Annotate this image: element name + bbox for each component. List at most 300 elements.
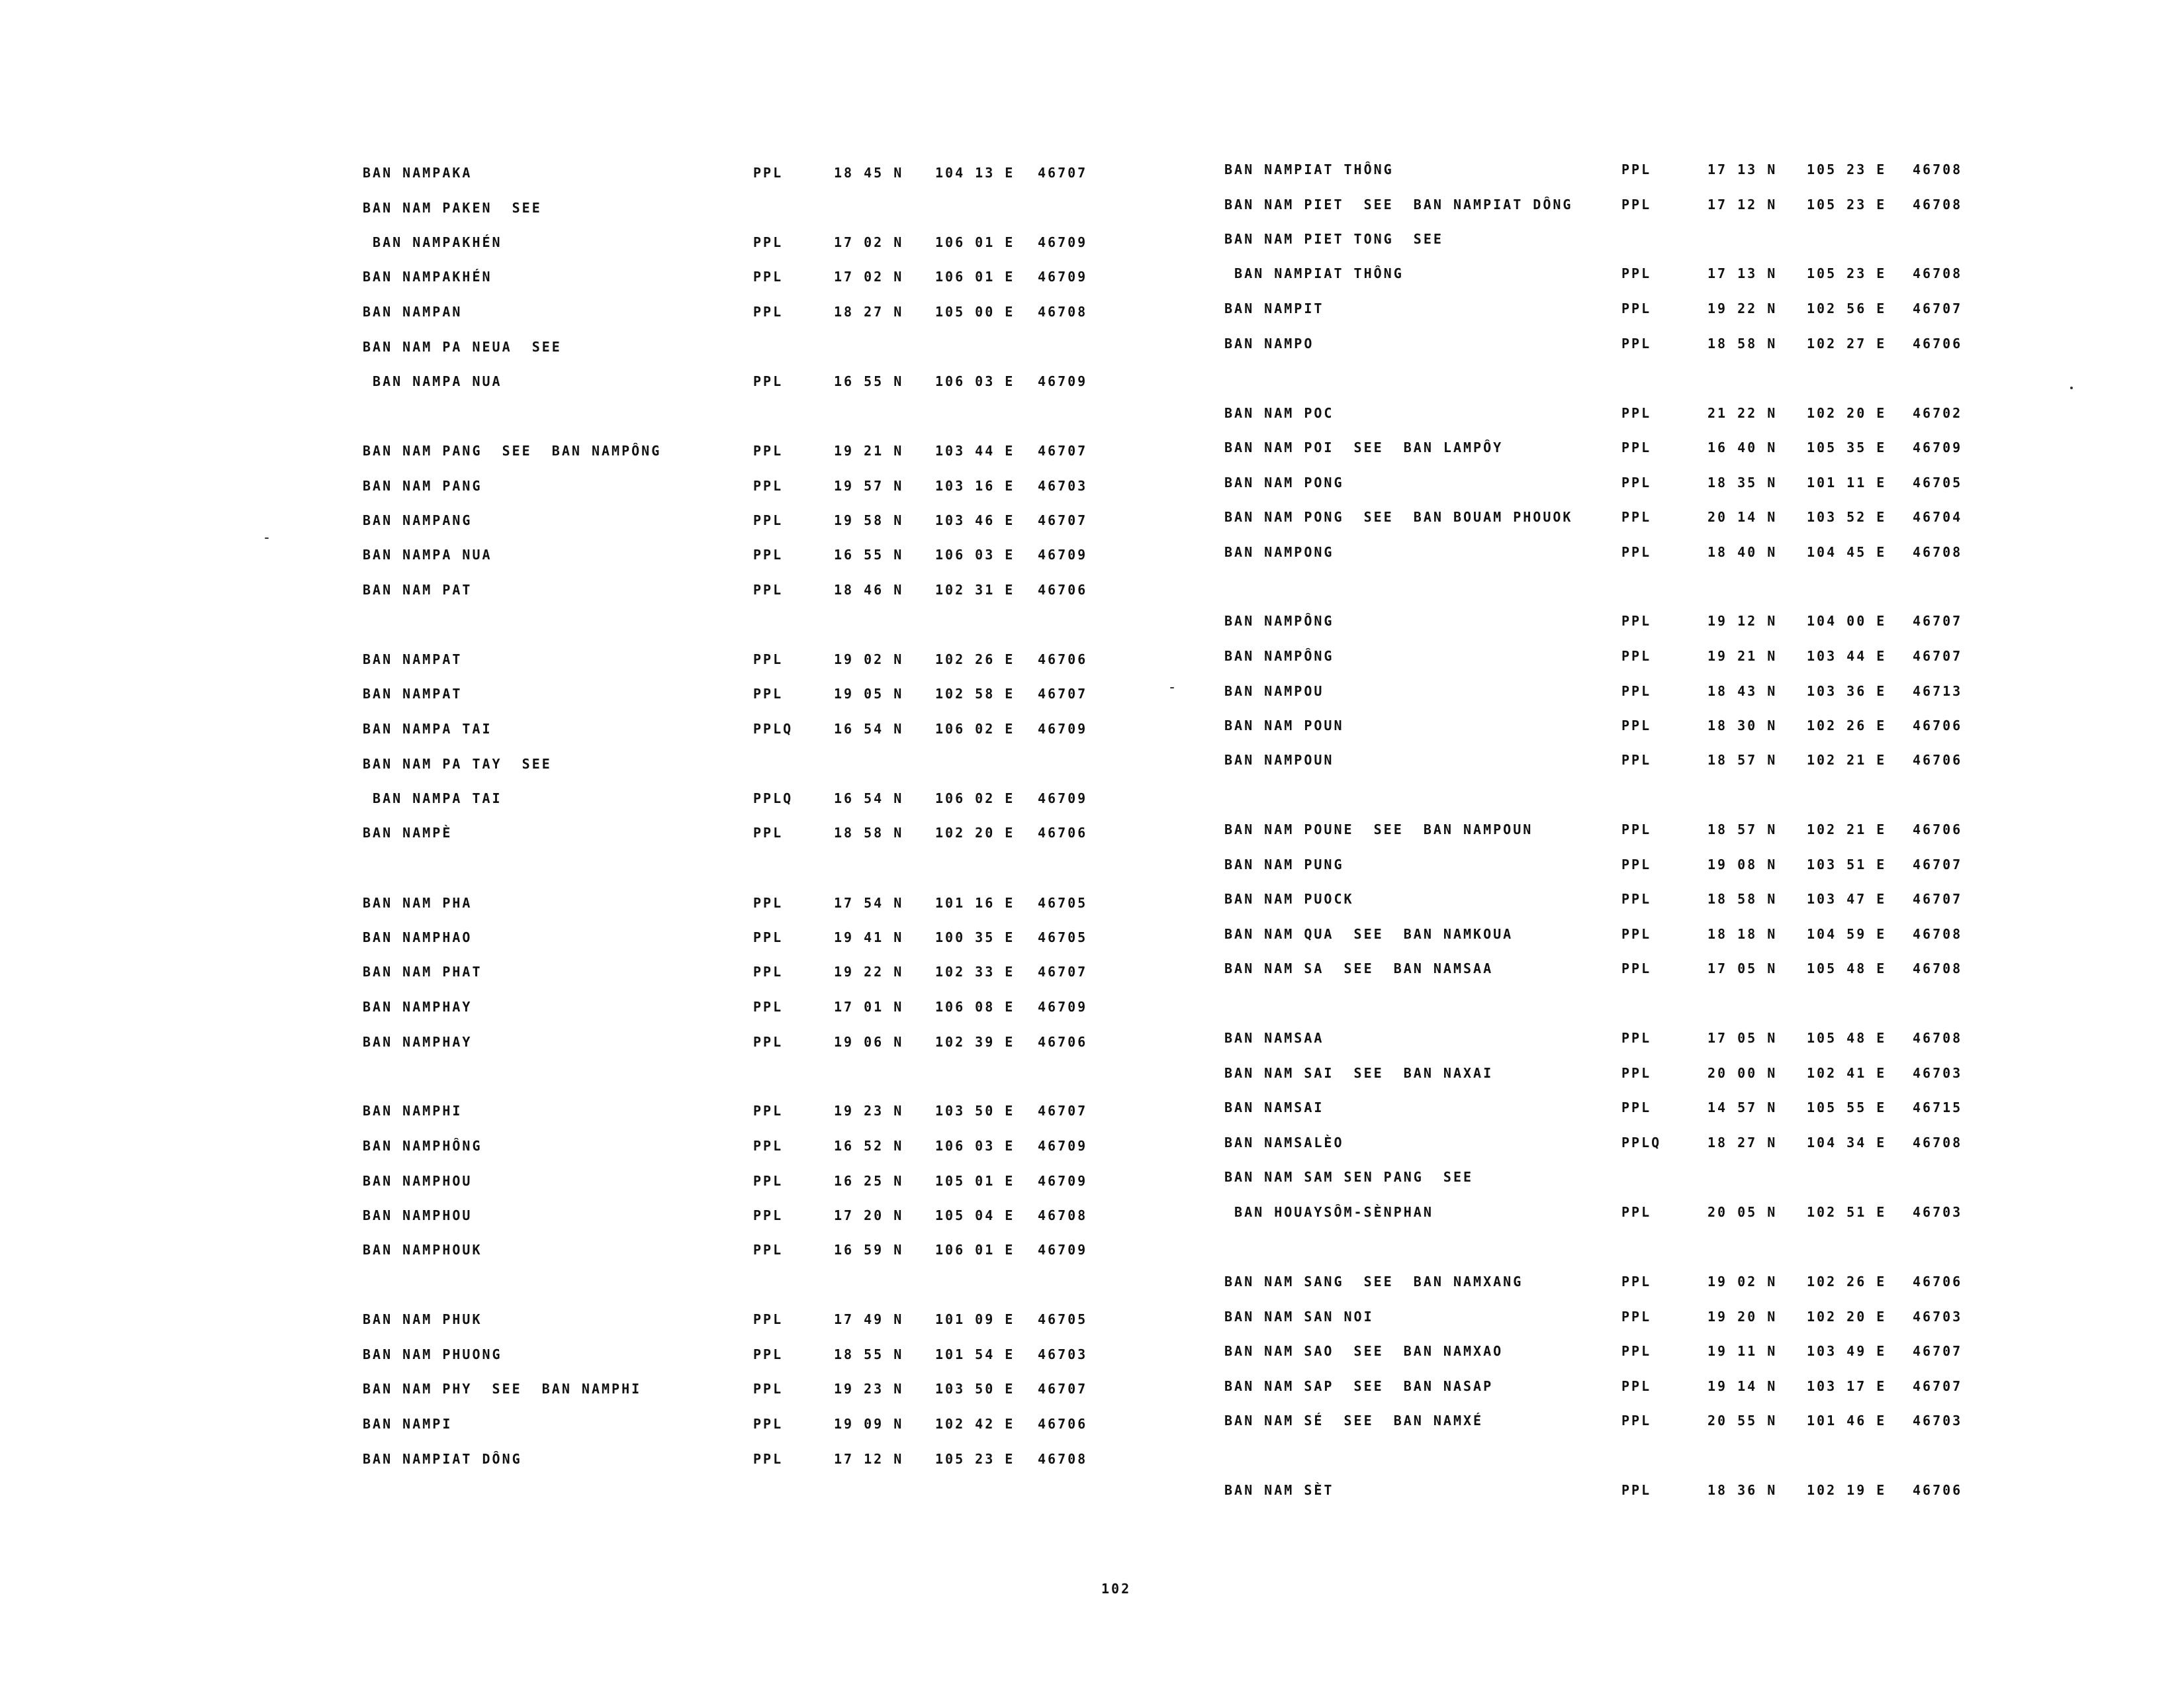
entry-name: BAN NAMPA TAI	[363, 721, 492, 737]
entry-name: BAN NAM PIET TONG SEE	[1224, 231, 1443, 247]
entry-lon: 102 26 E	[935, 651, 1015, 667]
entry-lon: 103 47 E	[1807, 891, 1887, 907]
gazetteer-entry	[363, 440, 1289, 461]
page-number: 102	[1101, 1581, 1132, 1597]
entry-lon: 102 33 E	[935, 964, 1015, 980]
entry-id: 46703	[1038, 1346, 1088, 1362]
entry-lon: 103 50 E	[935, 1381, 1015, 1397]
entry-code: PPL	[1621, 509, 1652, 525]
entry-id: 46709	[1038, 721, 1088, 737]
entry-code: PPL	[753, 1346, 784, 1362]
entry-name: BAN NAM PHY SEE BAN NAMPHI	[363, 1381, 642, 1397]
gazetteer-entry	[1224, 610, 2151, 632]
entry-name: BAN NAMPAKHÉN	[363, 234, 502, 250]
entry-lon: 102 21 E	[1807, 821, 1887, 837]
entry-lat: 20 55 N	[1707, 1413, 1778, 1429]
entry-name: BAN NAM PHA	[363, 895, 473, 911]
entry-lon: 103 49 E	[1807, 1343, 1887, 1359]
entry-name: BAN NAMPHAY	[363, 999, 473, 1015]
entry-code: PPL	[1621, 648, 1652, 664]
scan-speck	[2070, 387, 2073, 389]
left-column	[363, 0, 1289, 1589]
entry-lat: 18 30 N	[1707, 718, 1778, 733]
entry-lon: 103 52 E	[1807, 509, 1887, 525]
gazetteer-entry	[1224, 1306, 2151, 1327]
entry-lat: 19 05 N	[834, 686, 904, 702]
gazetteer-entry	[1224, 1479, 2151, 1501]
entry-code: PPL	[753, 269, 784, 285]
entry-name: BAN NAM PHAT	[363, 964, 482, 980]
entry-name: BAN NAMPAN	[363, 304, 463, 320]
entry-lat: 19 20 N	[1707, 1309, 1778, 1325]
entry-lon: 102 42 E	[935, 1416, 1015, 1432]
entry-lon: 106 01 E	[935, 234, 1015, 250]
entry-id: 46708	[1913, 1135, 1963, 1150]
gazetteer-entry	[1224, 645, 2151, 667]
entry-lat: 18 57 N	[1707, 752, 1778, 768]
entry-name: BAN NAM PA TAY SEE	[363, 756, 552, 772]
entry-lon: 104 13 E	[935, 165, 1015, 181]
entry-name: BAN NAM SAM SEN PANG SEE	[1224, 1169, 1474, 1185]
gazetteer-entry	[1224, 1376, 2151, 1397]
entry-id: 46707	[1913, 1343, 1963, 1359]
entry-lat: 17 12 N	[834, 1451, 904, 1467]
entry-code: PPL	[753, 547, 784, 563]
entry-lat: 19 08 N	[1707, 857, 1778, 872]
entry-lon: 105 55 E	[1807, 1100, 1887, 1115]
entry-id: 46709	[1038, 790, 1088, 806]
entry-code: PPL	[1621, 475, 1652, 491]
entry-code: PPL	[1621, 1343, 1652, 1359]
entry-lat: 16 54 N	[834, 790, 904, 806]
gazetteer-entry	[363, 961, 1289, 982]
entry-lat: 18 43 N	[1707, 683, 1778, 699]
gazetteer-entry	[1224, 333, 2151, 354]
entry-name: BAN NAM SANG SEE BAN NAMXANG	[1224, 1274, 1524, 1289]
scan-speck	[1170, 687, 1174, 688]
entry-code: PPL	[753, 895, 784, 911]
entry-name: BAN NAM PHUONG	[363, 1346, 502, 1362]
gazetteer-entry	[1224, 541, 2151, 563]
gazetteer-entry	[1224, 228, 2151, 250]
entry-id: 46707	[1038, 1103, 1088, 1119]
gazetteer-entry	[1224, 854, 2151, 875]
entry-name: BAN NAMSAA	[1224, 1030, 1324, 1046]
entry-id: 46708	[1913, 544, 1963, 560]
entry-lat: 14 57 N	[1707, 1100, 1778, 1115]
entry-code: PPL	[1621, 440, 1652, 455]
entry-name: BAN NAM SÉ SEE BAN NAMXÉ	[1224, 1413, 1484, 1429]
entry-id: 46707	[1038, 1381, 1088, 1397]
entry-lon: 102 56 E	[1807, 301, 1887, 316]
entry-id: 46705	[1038, 895, 1088, 911]
entry-code: PPL	[753, 478, 784, 494]
entry-code: PPL	[753, 825, 784, 841]
entry-lon: 102 58 E	[935, 686, 1015, 702]
gazetteer-entry	[1224, 749, 2151, 771]
entry-name: BAN NAMSAI	[1224, 1100, 1324, 1115]
entry-lon: 101 54 E	[935, 1346, 1015, 1362]
gazetteer-entry	[363, 510, 1289, 531]
gazetteer-entry	[363, 822, 1289, 843]
entry-id: 46707	[1038, 686, 1088, 702]
entry-code: PPL	[753, 1242, 784, 1258]
scan-speck	[265, 538, 269, 539]
entry-name: BAN NAMPO	[1224, 336, 1314, 352]
entry-code: PPL	[1621, 197, 1652, 212]
entry-lon: 106 01 E	[935, 1242, 1015, 1258]
entry-name: BAN NAM SAO SEE BAN NAMXAO	[1224, 1343, 1504, 1359]
gazetteer-entry	[1224, 1410, 2151, 1431]
entry-name: BAN NAMPOUN	[1224, 752, 1334, 768]
gazetteer-entry	[1224, 1271, 2151, 1292]
entry-lon: 102 31 E	[935, 582, 1015, 598]
entry-lat: 19 11 N	[1707, 1343, 1778, 1359]
gazetteer-entry	[1224, 923, 2151, 945]
gazetteer-entry	[1224, 680, 2151, 702]
entry-lat: 17 13 N	[1707, 162, 1778, 177]
entry-lat: 19 09 N	[834, 1416, 904, 1432]
entry-lon: 105 35 E	[1807, 440, 1887, 455]
entry-code: PPL	[1621, 1100, 1652, 1115]
entry-id: 46707	[1038, 964, 1088, 980]
entry-id: 46708	[1913, 162, 1963, 177]
entry-lon: 102 20 E	[935, 825, 1015, 841]
entry-lat: 20 05 N	[1707, 1204, 1778, 1220]
entry-lat: 17 54 N	[834, 895, 904, 911]
entry-id: 46706	[1913, 1482, 1963, 1498]
entry-code: PPL	[753, 1173, 784, 1189]
entry-lon: 103 44 E	[935, 443, 1015, 459]
entry-lon: 102 51 E	[1807, 1204, 1887, 1220]
entry-name: BAN NAMPANG	[363, 512, 473, 528]
gazetteer-entry	[1224, 437, 2151, 458]
entry-id: 46709	[1038, 373, 1088, 389]
entry-code: PPL	[1621, 1204, 1652, 1220]
gazetteer-entry	[363, 788, 1289, 809]
entry-name: BAN NAM PHUK	[363, 1311, 482, 1327]
entry-lat: 19 21 N	[1707, 648, 1778, 664]
gazetteer-entry	[363, 544, 1289, 565]
entry-name: BAN NAMPHAO	[363, 929, 473, 945]
gazetteer-entry	[363, 753, 1289, 774]
entry-id: 46707	[1913, 613, 1963, 629]
entry-lon: 103 36 E	[1807, 683, 1887, 699]
entry-id: 46706	[1038, 825, 1088, 841]
entry-id: 46703	[1913, 1204, 1963, 1220]
entry-name: BAN NAM PONG SEE BAN BOUAM PHOUOK	[1224, 509, 1573, 525]
entry-lat: 19 02 N	[834, 651, 904, 667]
entry-lon: 105 23 E	[1807, 162, 1887, 177]
entry-lon: 102 41 E	[1807, 1065, 1887, 1081]
gazetteer-entry	[363, 1239, 1289, 1260]
entry-name: BAN NAMPIAT DÔNG	[363, 1451, 522, 1467]
entry-code: PPL	[1621, 1274, 1652, 1289]
entry-name: BAN NAMPHÔNG	[363, 1138, 482, 1154]
entry-name: BAN NAM SÈT	[1224, 1482, 1334, 1498]
entry-lat: 17 05 N	[1707, 1030, 1778, 1046]
entry-lat: 18 58 N	[1707, 891, 1778, 907]
entry-id: 46705	[1038, 929, 1088, 945]
entry-lat: 20 00 N	[1707, 1065, 1778, 1081]
entry-id: 46706	[1038, 1416, 1088, 1432]
gazetteer-entry	[363, 301, 1289, 322]
entry-lat: 19 14 N	[1707, 1378, 1778, 1394]
gazetteer-entry	[363, 266, 1289, 287]
entry-name: BAN NAM SAI SEE BAN NAXAI	[1224, 1065, 1494, 1081]
gazetteer-entry	[363, 197, 1289, 218]
entry-code: PPL	[753, 686, 784, 702]
gazetteer-entry	[1224, 402, 2151, 424]
entry-lat: 19 22 N	[834, 964, 904, 980]
entry-lat: 19 23 N	[834, 1381, 904, 1397]
entry-id: 46707	[1913, 648, 1963, 664]
entry-code: PPL	[1621, 265, 1652, 281]
entry-name: BAN NAMPÔNG	[1224, 648, 1334, 664]
entry-code: PPL	[1621, 1378, 1652, 1394]
entry-lat: 19 23 N	[834, 1103, 904, 1119]
entry-name: BAN NAMPONG	[1224, 544, 1334, 560]
entry-lon: 102 20 E	[1807, 405, 1887, 421]
entry-id: 46703	[1913, 1065, 1963, 1081]
entry-code: PPL	[753, 1034, 784, 1050]
entry-lon: 106 01 E	[935, 269, 1015, 285]
entry-lat: 18 55 N	[834, 1346, 904, 1362]
entry-lat: 18 35 N	[1707, 475, 1778, 491]
entry-id: 46706	[1038, 1034, 1088, 1050]
entry-id: 46705	[1038, 1311, 1088, 1327]
entry-code: PPL	[1621, 1065, 1652, 1081]
entry-lat: 17 02 N	[834, 269, 904, 285]
gazetteer-entry	[363, 718, 1289, 739]
gazetteer-entry	[1224, 1340, 2151, 1362]
entry-lon: 106 03 E	[935, 373, 1015, 389]
entry-id: 46708	[1913, 265, 1963, 281]
entry-lat: 18 46 N	[834, 582, 904, 598]
entry-lon: 102 21 E	[1807, 752, 1887, 768]
gazetteer-entry	[1224, 958, 2151, 979]
entry-lon: 105 01 E	[935, 1173, 1015, 1189]
entry-lon: 100 35 E	[935, 929, 1015, 945]
entry-id: 46707	[1913, 1378, 1963, 1394]
entry-id: 46707	[1913, 891, 1963, 907]
entry-lat: 20 14 N	[1707, 509, 1778, 525]
gazetteer-entry	[363, 579, 1289, 600]
gazetteer-entry	[363, 996, 1289, 1017]
entry-name: BAN NAM SAP SEE BAN NASAP	[1224, 1378, 1494, 1394]
gazetteer-entry	[363, 683, 1289, 704]
entry-lat: 18 57 N	[1707, 821, 1778, 837]
entry-lat: 18 36 N	[1707, 1482, 1778, 1498]
entry-lat: 16 55 N	[834, 373, 904, 389]
entry-id: 46708	[1913, 926, 1963, 942]
entry-id: 46704	[1913, 509, 1963, 525]
entry-lon: 104 34 E	[1807, 1135, 1887, 1150]
entry-lat: 19 02 N	[1707, 1274, 1778, 1289]
gazetteer-entry	[363, 1031, 1289, 1053]
entry-lat: 18 58 N	[834, 825, 904, 841]
entry-id: 46709	[1038, 1173, 1088, 1189]
gazetteer-entry	[363, 1378, 1289, 1399]
right-column	[1224, 0, 2151, 1589]
entry-name: BAN NAM POC	[1224, 405, 1334, 421]
entry-lat: 19 58 N	[834, 512, 904, 528]
gazetteer-entry	[363, 1413, 1289, 1434]
gazetteer-entry	[363, 892, 1289, 914]
entry-lat: 18 18 N	[1707, 926, 1778, 942]
entry-name: BAN HOUAYSÔM-SÈNPHAN	[1224, 1204, 1433, 1220]
entry-name: BAN NAM PAT	[363, 582, 473, 598]
entry-code: PPL	[1621, 301, 1652, 316]
entry-code: PPLQ	[1621, 1135, 1662, 1150]
entry-name: BAN NAM PONG	[1224, 475, 1344, 491]
entry-name: BAN NAMPÔNG	[1224, 613, 1334, 629]
entry-id: 46708	[1038, 1451, 1088, 1467]
entry-id: 46709	[1038, 547, 1088, 563]
entry-code: PPL	[753, 1416, 784, 1432]
entry-code: PPL	[1621, 961, 1652, 976]
entry-name: BAN NAMPHOU	[363, 1173, 473, 1189]
entry-lon: 106 08 E	[935, 999, 1015, 1015]
entry-code: PPL	[753, 1451, 784, 1467]
entry-lon: 103 16 E	[935, 478, 1015, 494]
entry-id: 46707	[1038, 443, 1088, 459]
entry-lon: 102 19 E	[1807, 1482, 1887, 1498]
gazetteer-entry	[1224, 263, 2151, 284]
entry-name: BAN NAM SAN NOI	[1224, 1309, 1374, 1325]
entry-code: PPL	[1621, 336, 1652, 352]
entry-id: 46702	[1913, 405, 1963, 421]
gazetteer-entry	[363, 1135, 1289, 1156]
entry-lon: 105 00 E	[935, 304, 1015, 320]
entry-lat: 19 41 N	[834, 929, 904, 945]
entry-name: BAN NAM PANG SEE BAN NAMPÔNG	[363, 443, 662, 459]
entry-id: 46707	[1038, 512, 1088, 528]
entry-code: PPL	[753, 1381, 784, 1397]
entry-name: BAN NAM PAKEN SEE	[363, 200, 542, 216]
entry-name: BAN NAMPAT	[363, 686, 463, 702]
entry-id: 46703	[1038, 478, 1088, 494]
entry-code: PPL	[1621, 752, 1652, 768]
entry-code: PPL	[753, 1207, 784, 1223]
entry-code: PPL	[1621, 1413, 1652, 1429]
entry-id: 46713	[1913, 683, 1963, 699]
entry-id: 46709	[1038, 999, 1088, 1015]
entry-code: PPL	[753, 373, 784, 389]
gazetteer-entry	[1224, 715, 2151, 736]
entry-name: BAN NAM PA NEUA SEE	[363, 339, 562, 355]
entry-id: 46706	[1913, 821, 1963, 837]
entry-lat: 18 40 N	[1707, 544, 1778, 560]
gazetteer-entry	[363, 162, 1289, 183]
entry-id: 46706	[1038, 651, 1088, 667]
entry-name: BAN NAM QUA SEE BAN NAMKOUA	[1224, 926, 1514, 942]
gazetteer-entry	[1224, 194, 2151, 215]
entry-lon: 105 48 E	[1807, 961, 1887, 976]
entry-id: 46706	[1913, 718, 1963, 733]
entry-name: BAN NAMPA TAI	[363, 790, 502, 806]
gazetteer-entry	[363, 475, 1289, 496]
entry-name: BAN NAMPI	[363, 1416, 453, 1432]
entry-lon: 103 51 E	[1807, 857, 1887, 872]
entry-lat: 19 21 N	[834, 443, 904, 459]
entry-id: 46706	[1038, 582, 1088, 598]
entry-lat: 17 05 N	[1707, 961, 1778, 976]
entry-lon: 105 23 E	[1807, 197, 1887, 212]
entry-lat: 18 27 N	[834, 304, 904, 320]
entry-name: BAN NAMPIT	[1224, 301, 1324, 316]
entry-lat: 17 01 N	[834, 999, 904, 1015]
entry-code: PPL	[753, 582, 784, 598]
entry-name: BAN NAM PANG	[363, 478, 482, 494]
entry-id: 46707	[1038, 165, 1088, 181]
entry-code: PPL	[753, 964, 784, 980]
gazetteer-entry	[1224, 1027, 2151, 1049]
entry-code: PPL	[753, 929, 784, 945]
gazetteer-entry	[363, 927, 1289, 948]
entry-id: 46709	[1038, 234, 1088, 250]
entry-name: BAN NAM PUOCK	[1224, 891, 1354, 907]
entry-lat: 16 40 N	[1707, 440, 1778, 455]
entry-lon: 106 03 E	[935, 1138, 1015, 1154]
entry-code: PPL	[1621, 162, 1652, 177]
entry-code: PPL	[1621, 1482, 1652, 1498]
gazetteer-entry	[1224, 1062, 2151, 1084]
entry-id: 46703	[1913, 1413, 1963, 1429]
entry-lat: 17 20 N	[834, 1207, 904, 1223]
gazetteer-entry	[363, 1100, 1289, 1121]
entry-lat: 19 06 N	[834, 1034, 904, 1050]
entry-lat: 18 45 N	[834, 165, 904, 181]
entry-lon: 106 02 E	[935, 721, 1015, 737]
gazetteer-entry	[363, 371, 1289, 392]
entry-lon: 102 27 E	[1807, 336, 1887, 352]
entry-name: BAN NAMPAKHÉN	[363, 269, 492, 285]
entry-lat: 16 55 N	[834, 547, 904, 563]
entry-code: PPLQ	[753, 790, 794, 806]
entry-name: BAN NAM PIET SEE BAN NAMPIAT DÔNG	[1224, 197, 1573, 212]
entry-code: PPL	[1621, 1030, 1652, 1046]
entry-lon: 103 44 E	[1807, 648, 1887, 664]
entry-code: PPL	[753, 999, 784, 1015]
entry-name: BAN NAMSALÈO	[1224, 1135, 1344, 1150]
entry-lat: 16 54 N	[834, 721, 904, 737]
entry-code: PPL	[1621, 891, 1652, 907]
entry-id: 46707	[1913, 301, 1963, 316]
gazetteer-entry	[363, 649, 1289, 670]
entry-code: PPL	[753, 443, 784, 459]
entry-id: 46706	[1913, 336, 1963, 352]
entry-name: BAN NAM SA SEE BAN NAMSAA	[1224, 961, 1494, 976]
entry-id: 46708	[1038, 304, 1088, 320]
entry-lon: 103 46 E	[935, 512, 1015, 528]
entry-id: 46706	[1913, 1274, 1963, 1289]
entry-id: 46703	[1913, 1309, 1963, 1325]
entry-lon: 104 00 E	[1807, 613, 1887, 629]
gazetteer-entry	[1224, 159, 2151, 180]
entry-code: PPL	[1621, 405, 1652, 421]
entry-lon: 103 17 E	[1807, 1378, 1887, 1394]
entry-code: PPL	[1621, 1309, 1652, 1325]
entry-lat: 18 58 N	[1707, 336, 1778, 352]
entry-lat: 17 13 N	[1707, 265, 1778, 281]
entry-lon: 101 46 E	[1807, 1413, 1887, 1429]
gazetteer-entry	[363, 232, 1289, 253]
entry-name: BAN NAMPIAT THÔNG	[1224, 162, 1394, 177]
entry-lon: 102 26 E	[1807, 718, 1887, 733]
entry-id: 46706	[1913, 752, 1963, 768]
entry-lon: 105 48 E	[1807, 1030, 1887, 1046]
